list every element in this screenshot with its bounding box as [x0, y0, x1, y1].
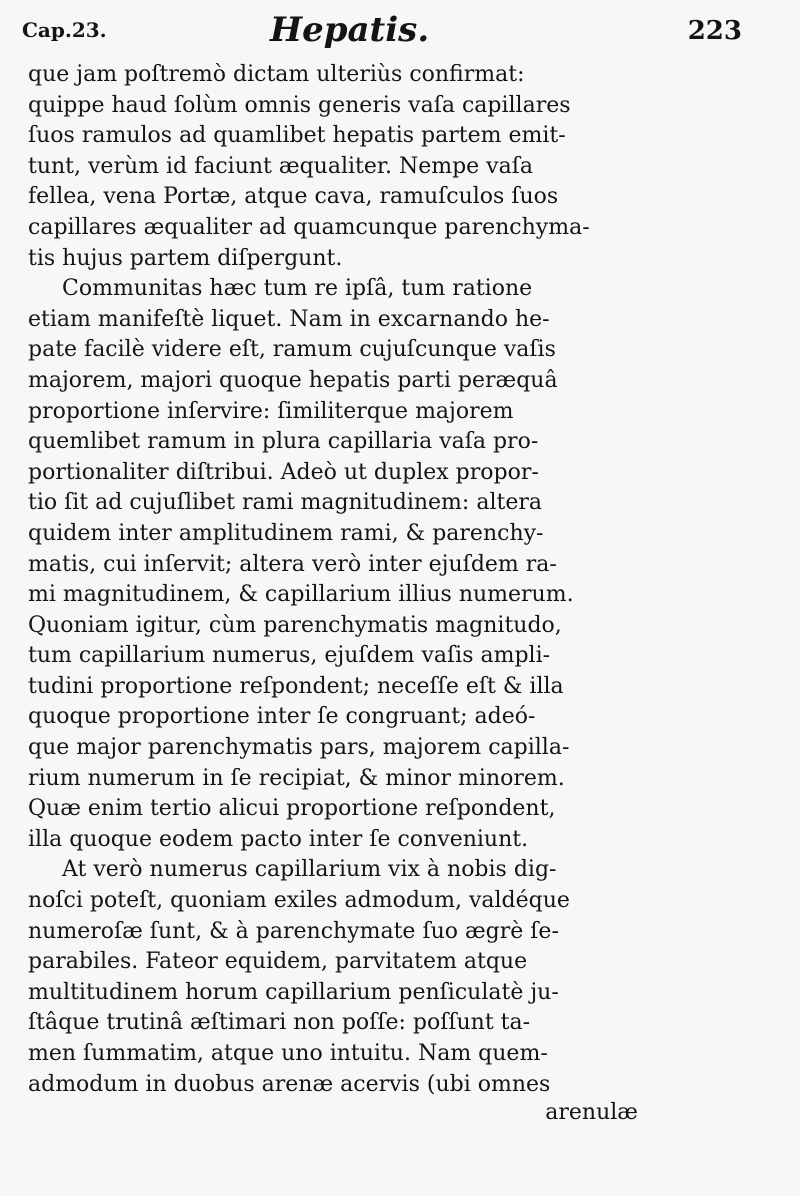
text-line: Quæ enim tertio alicui proportione reſpondent,: [28, 796, 556, 822]
paragraph-start-line: Communitas hæc tum re ipſâ, tum ratione: [62, 276, 533, 302]
text-line: quippe haud ſolùm omnis generis vaſa capillares: [28, 92, 571, 118]
text-line: admodum in duobus arenæ acervis (ubi omnes: [28, 1071, 551, 1097]
text-line: quidem inter amplitudinem rami, & parenchy-: [28, 520, 544, 546]
text-line: etiam manifeſtè liquet. Nam in excarnando he-: [28, 306, 550, 332]
text-line: illa quoque eodem pacto inter ſe conveniunt.: [28, 826, 529, 852]
running-header: [22, 8, 742, 48]
text-line: tis hujus partem diſpergunt.: [28, 245, 343, 271]
text-line: que jam poſtremò dictam ulteriùs confirmat:: [28, 62, 525, 87]
paragraph-start-line: At verò numerus capillarium vix à nobis dig-: [62, 857, 557, 883]
text-line: quoque proportione inter ſe congruant; adeó-: [28, 704, 536, 730]
chapter-label: Cap.23.: [22, 18, 107, 42]
text-line: Quoniam igitur, cùm parenchymatis magnitudo,: [28, 612, 562, 638]
text-line: tudini proportione reſpondent; neceſſe eſt & illa: [28, 673, 564, 699]
running-title: Hepatis.: [270, 10, 430, 50]
text-line: men ſummatim, atque uno intuitu. Nam quem-: [28, 1041, 548, 1066]
text-line: ſtâque trutinâ æſtimari non poſſe: poſſunt ta-: [28, 1010, 531, 1036]
text-line: rium numerum in ſe recipiat, & minor minorem.: [28, 765, 565, 791]
body-text: [28, 60, 626, 1100]
text-line: tum capillarium numerus, ejuſdem vaſis ampli-: [28, 643, 551, 669]
text-line: tunt, verùm id faciunt æqualiter. Nempe vaſa: [28, 153, 533, 179]
text-line: proportione inſervire: ſimiliterque majorem: [28, 398, 514, 424]
text-line: pate facilè videre eſt, ramum cujuſcunque vaſis: [28, 337, 556, 363]
catchword: arenulæ: [545, 1100, 638, 1125]
text-line: majorem, majori quoque hepatis parti peræquâ: [28, 367, 558, 393]
page-number: 223: [687, 16, 742, 46]
text-line: multitudinem horum capillarium penſiculatè ju-: [28, 979, 559, 1005]
text-line: matis, cui inſervit; altera verò inter ejuſdem ra-: [28, 551, 557, 577]
text-line: tio ſit ad cujuſlibet rami magnitudinem: altera: [28, 490, 542, 516]
text-line: parabiles. Fateor equidem, parvitatem atque: [28, 949, 528, 975]
text-line: noſci poteſt, quoniam exiles admodum, valdéque: [28, 888, 570, 914]
text-line: quemlibet ramum in plura capillaria vaſa pro-: [28, 429, 539, 455]
text-line: ſuos ramulos ad quamlibet hepatis partem emit-: [28, 123, 566, 149]
text-line: que major parenchymatis pars, majorem capilla-: [28, 735, 570, 761]
text-line: capillares æqualiter ad quamcunque parenchyma-: [28, 214, 590, 240]
text-line: fellea, vena Portæ, atque cava, ramuſculos ſuos: [28, 184, 559, 210]
text-line: numeroſæ ſunt, & à parenchymate ſuo ægrè ſe-: [28, 918, 559, 944]
text-line: portionaliter diſtribui. Adeò ut duplex propor-: [28, 459, 539, 485]
text-line: mi magnitudinem, & capillarium illius numerum.: [28, 582, 574, 608]
